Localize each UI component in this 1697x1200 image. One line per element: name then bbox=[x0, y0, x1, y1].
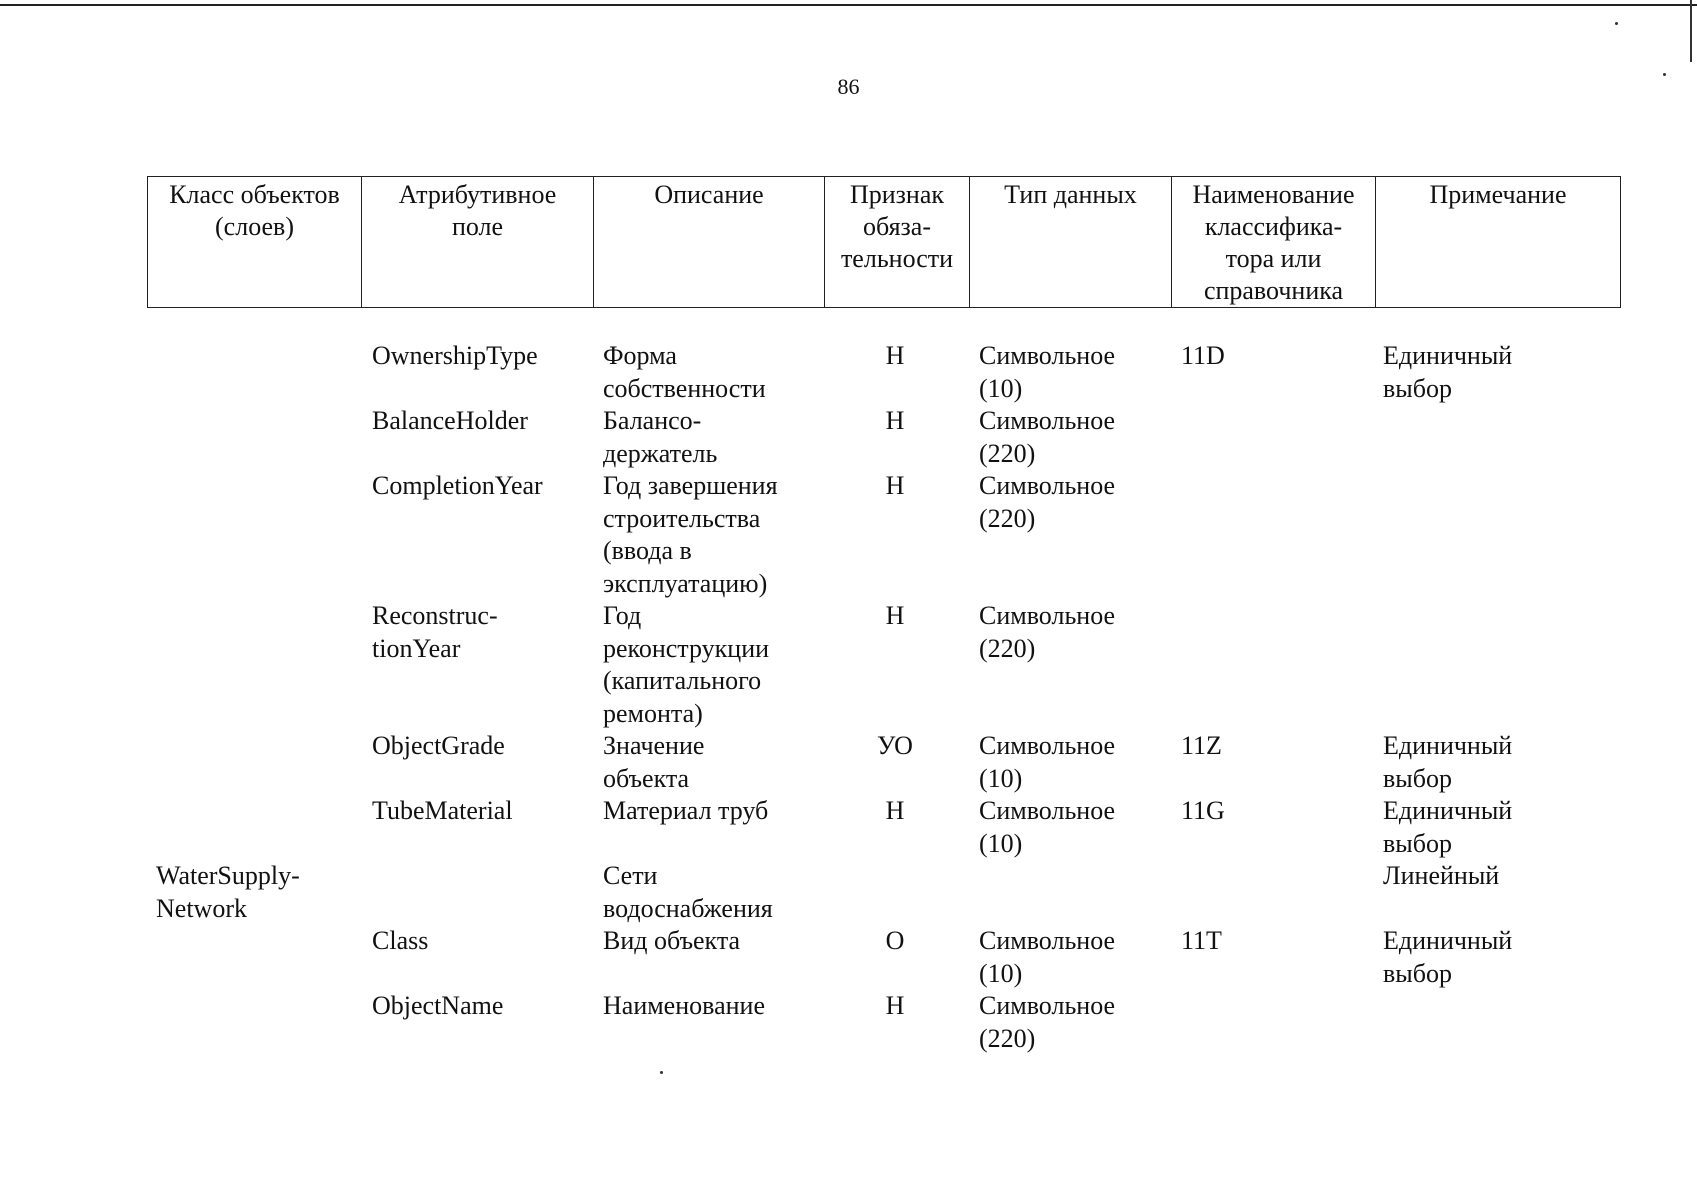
row-objectgrade-note: Единичный выбор bbox=[1383, 731, 1513, 793]
page-number: 86 bbox=[837, 74, 860, 99]
row-balanceholder-field: BalanceHolder bbox=[372, 406, 528, 435]
row-balanceholder-description: Балансо- держатель bbox=[603, 406, 718, 468]
row-ownershiptype-description: Форма собственности bbox=[603, 341, 766, 403]
header-required-flag: Признак обяза- тельности bbox=[825, 177, 970, 308]
row-class-classifier: 11T bbox=[1181, 926, 1222, 955]
row-ownershiptype-classifier: 11D bbox=[1181, 341, 1225, 370]
header-data-type: Тип данных bbox=[970, 177, 1172, 308]
header-class-objects: Класс объектов (слоев) bbox=[148, 177, 362, 308]
row-tubematerial-required: Н bbox=[885, 796, 905, 825]
row-ownershiptype-type: Символьное (10) bbox=[979, 341, 1116, 403]
row-objectname-field: ObjectName bbox=[372, 991, 504, 1020]
header-description: Описание bbox=[594, 177, 825, 308]
row-class-type: Символьное (10) bbox=[979, 926, 1116, 988]
scan-speck bbox=[1663, 73, 1666, 76]
row-class-note: Единичный выбор bbox=[1383, 926, 1513, 988]
row-balanceholder-type: Символьное (220) bbox=[979, 406, 1116, 468]
header-note: Примечание bbox=[1376, 177, 1621, 308]
row-objectgrade-classifier: 11Z bbox=[1181, 731, 1222, 760]
row-completionyear-type: Символьное (220) bbox=[979, 471, 1116, 533]
row-completionyear-required: Н bbox=[885, 471, 905, 500]
header-classifier-name: Наименование классифика- тора или справочника bbox=[1172, 177, 1376, 308]
row-objectgrade-field: ObjectGrade bbox=[372, 731, 505, 760]
row-reconstructionyear-description: Год реконструкции (капитального ремонта) bbox=[603, 601, 770, 728]
right-margin-rule bbox=[1690, 0, 1692, 62]
scan-speck bbox=[660, 1071, 663, 1074]
row-objectname-description: Наименование bbox=[603, 991, 765, 1020]
row-ownershiptype-field: OwnershipType bbox=[372, 341, 538, 370]
row-completionyear-description: Год завершения строительства (ввода в эксплуатацию) bbox=[603, 471, 778, 598]
table-header bbox=[147, 176, 1621, 308]
row-reconstructionyear-required: Н bbox=[885, 601, 905, 630]
header-attribute-field: Атрибутивное поле bbox=[362, 177, 594, 308]
row-watersupplynetwork-note: Линейный bbox=[1383, 861, 1500, 890]
row-reconstructionyear-field: Reconstruc- tionYear bbox=[372, 601, 498, 663]
row-objectname-required: Н bbox=[885, 991, 905, 1020]
row-objectname-type: Символьное (220) bbox=[979, 991, 1116, 1053]
row-tubematerial-note: Единичный выбор bbox=[1383, 796, 1513, 858]
row-objectgrade-type: Символьное (10) bbox=[979, 731, 1116, 793]
top-rule bbox=[0, 4, 1697, 6]
row-class-field: Class bbox=[372, 926, 429, 955]
row-watersupplynetwork-class: WaterSupply- Network bbox=[156, 861, 300, 923]
row-class-required: О bbox=[885, 926, 905, 955]
row-tubematerial-classifier: 11G bbox=[1181, 796, 1225, 825]
row-balanceholder-required: Н bbox=[885, 406, 905, 435]
row-ownershiptype-note: Единичный выбор bbox=[1383, 341, 1513, 403]
row-objectgrade-description: Значение объекта bbox=[603, 731, 705, 793]
row-completionyear-field: CompletionYear bbox=[372, 471, 543, 500]
row-tubematerial-type: Символьное (10) bbox=[979, 796, 1116, 858]
row-class-description: Вид объекта bbox=[603, 926, 741, 955]
scan-speck bbox=[1615, 22, 1618, 25]
row-objectgrade-required: УО bbox=[877, 731, 913, 760]
row-tubematerial-field: TubeMaterial bbox=[372, 796, 513, 825]
row-reconstructionyear-type: Символьное (220) bbox=[979, 601, 1116, 663]
row-ownershiptype-required: Н bbox=[885, 341, 905, 370]
row-tubematerial-description: Материал труб bbox=[603, 796, 769, 825]
row-watersupplynetwork-description: Сети водоснабжения bbox=[603, 861, 773, 923]
